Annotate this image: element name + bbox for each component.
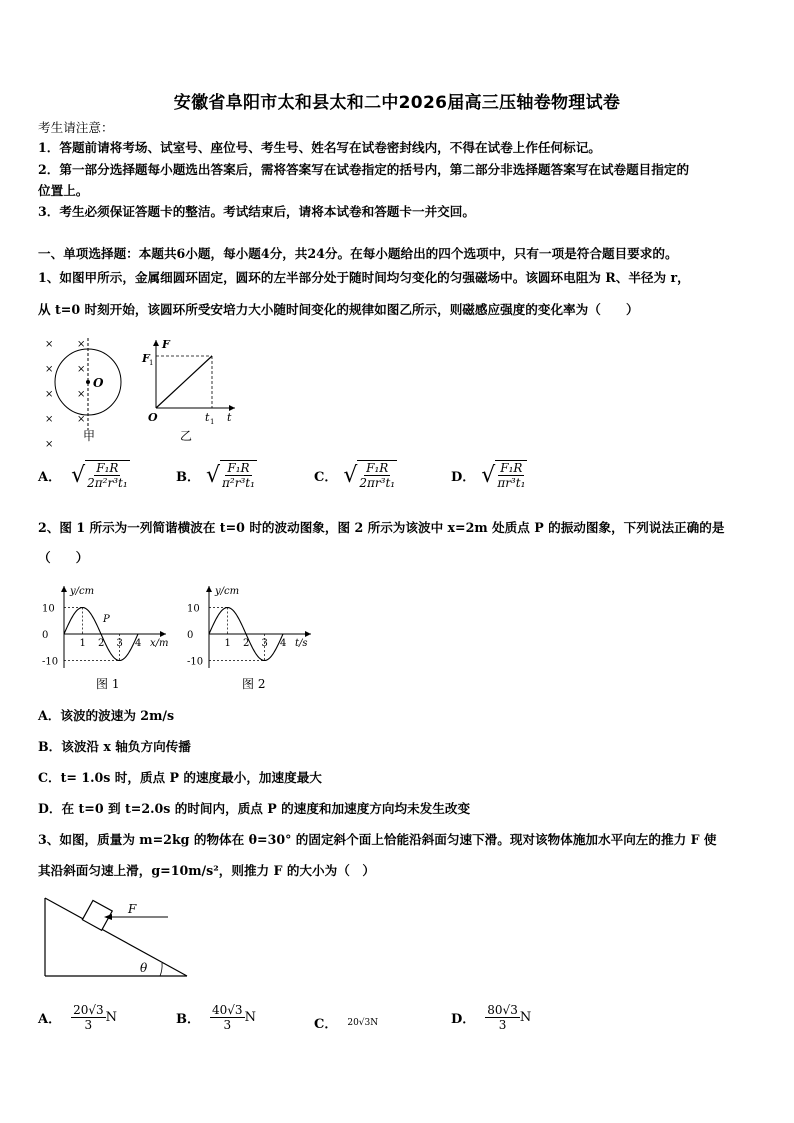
figure-caption: 图 1 [96, 677, 120, 691]
figure-wave-1 [38, 582, 173, 672]
svg-text:×: × [77, 414, 86, 425]
option-numerator: F₁R [227, 461, 250, 475]
axis-label-f: F [162, 338, 170, 351]
option-a[interactable]: A． √ $\frac{\text{F₁R}}{\text{2π²r³t₁}}$ [38, 461, 128, 490]
point-p-label: P [103, 614, 110, 625]
option-label: D． [451, 1012, 476, 1027]
y-tick-label: 0 [187, 630, 194, 641]
figure-caption: 甲 [83, 429, 96, 443]
figure-wave-2 [183, 582, 318, 672]
option-a[interactable] [38, 1003, 117, 1032]
x-tick-label: 4 [280, 638, 287, 649]
option-unit: N [105, 1010, 118, 1025]
question-2-text: （ ） [38, 550, 89, 565]
x-axis-label: x/m [150, 638, 169, 649]
option-label: D． [451, 469, 476, 485]
x-tick-label: 2 [98, 638, 105, 649]
question-2-text: 2、图 1 所示为一列简谐横波在 t=0 时的波动图象，图 2 所示为该波中 x=2m 处质点 P 的振动图象，下列说法正确的是 [38, 520, 725, 535]
x-tick-label: 1 [79, 638, 86, 649]
tick-label-f1: F [142, 352, 150, 365]
option-denominator: 3 [84, 1018, 93, 1032]
y-tick-label: 10 [187, 603, 200, 615]
svg-text:×: × [45, 364, 54, 375]
option-numerator: 80√3 [487, 1003, 518, 1017]
svg-text:×: × [77, 339, 86, 350]
y-tick-label: -10 [187, 656, 204, 668]
option-denominator: πr³t₁ [497, 476, 526, 490]
x-axis-arrow [305, 631, 311, 637]
question-3-text: 其沿斜面匀速上滑，g=10m/s²，则推力 F 的大小为（ ） [38, 863, 375, 878]
origin-label: O [148, 411, 158, 424]
y-tick-label: -10 [42, 656, 59, 668]
notice-heading: 考生请注意： [38, 120, 114, 135]
option-b[interactable] [176, 1003, 256, 1032]
notice-item: 2．第一部分选择题每小题选出答案后，需将答案写在试卷指定的括号内，第二部分非选择题答案写在试卷题目指定的 [38, 162, 690, 177]
option-unit: N [244, 1010, 256, 1025]
option-denominator: π²r³t₁ [222, 476, 255, 490]
option-denominator: 2π²r³t₁ [87, 476, 128, 490]
option-b[interactable]: B． √ $\frac{\text{F₁R}}{\text{π²r³t₁}}$ [176, 461, 255, 490]
y-axis-label: y/cm [215, 586, 240, 597]
option-label: A． [38, 1012, 62, 1027]
y-axis-arrow [206, 586, 212, 592]
option-denominator: 3 [223, 1018, 232, 1032]
option-d[interactable] [451, 1003, 531, 1032]
option-a[interactable]: A．该波的波速为 2m/s [38, 708, 175, 723]
force-label: F [128, 902, 137, 916]
svg-text:×: × [45, 339, 54, 350]
svg-text:×: × [45, 414, 54, 425]
option-c[interactable] [314, 1013, 378, 1032]
x-tick-label: 3 [116, 638, 123, 649]
y-axis-arrow [61, 586, 67, 592]
option-b[interactable]: B．该波沿 x 轴负方向传播 [38, 739, 191, 754]
center-label: O [93, 376, 104, 390]
option-d[interactable]: D．在 t=0 到 t=2.0s 的时间内，质点 P 的速度和加速度方向均未发生改变 [38, 801, 471, 816]
question-1-options [38, 460, 758, 504]
option-value: 20√3N [347, 1017, 379, 1028]
option-label: B． [176, 1012, 200, 1027]
option-denominator: 2πr³t₁ [359, 476, 396, 490]
option-label: C． [314, 1017, 338, 1032]
svg-text:×: × [45, 439, 54, 450]
x-tick-label: 4 [135, 638, 142, 649]
figure-incline [40, 893, 200, 983]
figure-ring-field [40, 332, 140, 450]
option-c[interactable]: C．t= 1.0s 时，质点 P 的速度最小，加速度最大 [38, 770, 322, 785]
option-numerator: F₁R [96, 461, 119, 475]
question-3-text: 3、如图，质量为 m=2kg 的物体在 θ=30° 的固定斜个面上恰能沿斜面匀速下滑。现对该物体施加水平向左的推力 F 使 [38, 832, 717, 847]
option-unit: N [519, 1010, 532, 1025]
svg-text:×: × [45, 389, 54, 400]
svg-text:×: × [77, 389, 86, 400]
question-1-text: 1、如图甲所示，金属细圆环固定，圆环的左半部分处于随时间均匀变化的匀强磁场中。该圆环电阻为 R、半径为 r， [38, 270, 690, 285]
tick-label-t1-sub: 1 [210, 418, 215, 426]
page-title: 安徽省阜阳市太和县太和二中2026届高三压轴卷物理试卷 [173, 93, 621, 113]
axis-label-t: t [227, 411, 232, 424]
question-1-text: 从 t=0 时刻开始，该圆环所受安培力大小随时间变化的规律如图乙所示，则磁感应强度的变化率为（ ） [38, 302, 639, 317]
option-numerator: 40√3 [212, 1003, 243, 1017]
option-label: A． [38, 469, 62, 485]
option-d[interactable]: D． √ $\frac{\text{F₁R}}{\text{πr³t₁}}$ [451, 461, 526, 490]
figure-force-time [140, 336, 240, 426]
option-numerator: F₁R [500, 461, 523, 475]
x-axis-label: t/s [295, 638, 308, 649]
tick-label-f1-sub: 1 [149, 359, 154, 367]
option-c[interactable]: C． √ $\frac{\text{F₁R}}{\text{2πr³t₁}}$ [314, 461, 396, 490]
option-label: C． [314, 469, 338, 485]
figure-caption: 乙 [180, 429, 193, 443]
question-3-options [38, 1003, 758, 1047]
y-axis-label: y/cm [70, 586, 95, 597]
notice-item: 1．答题前请将考场、试室号、座位号、考生号、姓名写在试卷密封线内，不得在试卷上作任何标记。 [38, 140, 601, 155]
x-tick-label: 1 [224, 638, 231, 649]
option-numerator: 20√3 [73, 1003, 104, 1017]
tick-label-t1: t [205, 411, 210, 424]
notice-item: 位置上。 [38, 183, 89, 198]
x-tick-label: 3 [261, 638, 268, 649]
section-heading: 一、单项选择题：本题共6小题，每小题4分，共24分。在每小题给出的四个选项中，只有一项是符合题目要求的。 [38, 246, 678, 261]
option-denominator: 3 [498, 1018, 507, 1032]
y-tick-label: 10 [42, 603, 55, 615]
option-label: B． [176, 469, 200, 485]
angle-label: θ [140, 961, 148, 975]
y-tick-label: 0 [42, 630, 49, 641]
option-numerator: F₁R [366, 461, 389, 475]
x-axis-arrow [160, 631, 166, 637]
notice-item: 3．考生必须保证答题卡的整洁。考试结束后，请将本试卷和答题卡一并交回。 [38, 204, 475, 219]
figure-caption: 图 2 [242, 677, 266, 691]
svg-text:×: × [77, 364, 86, 375]
x-tick-label: 2 [243, 638, 250, 649]
